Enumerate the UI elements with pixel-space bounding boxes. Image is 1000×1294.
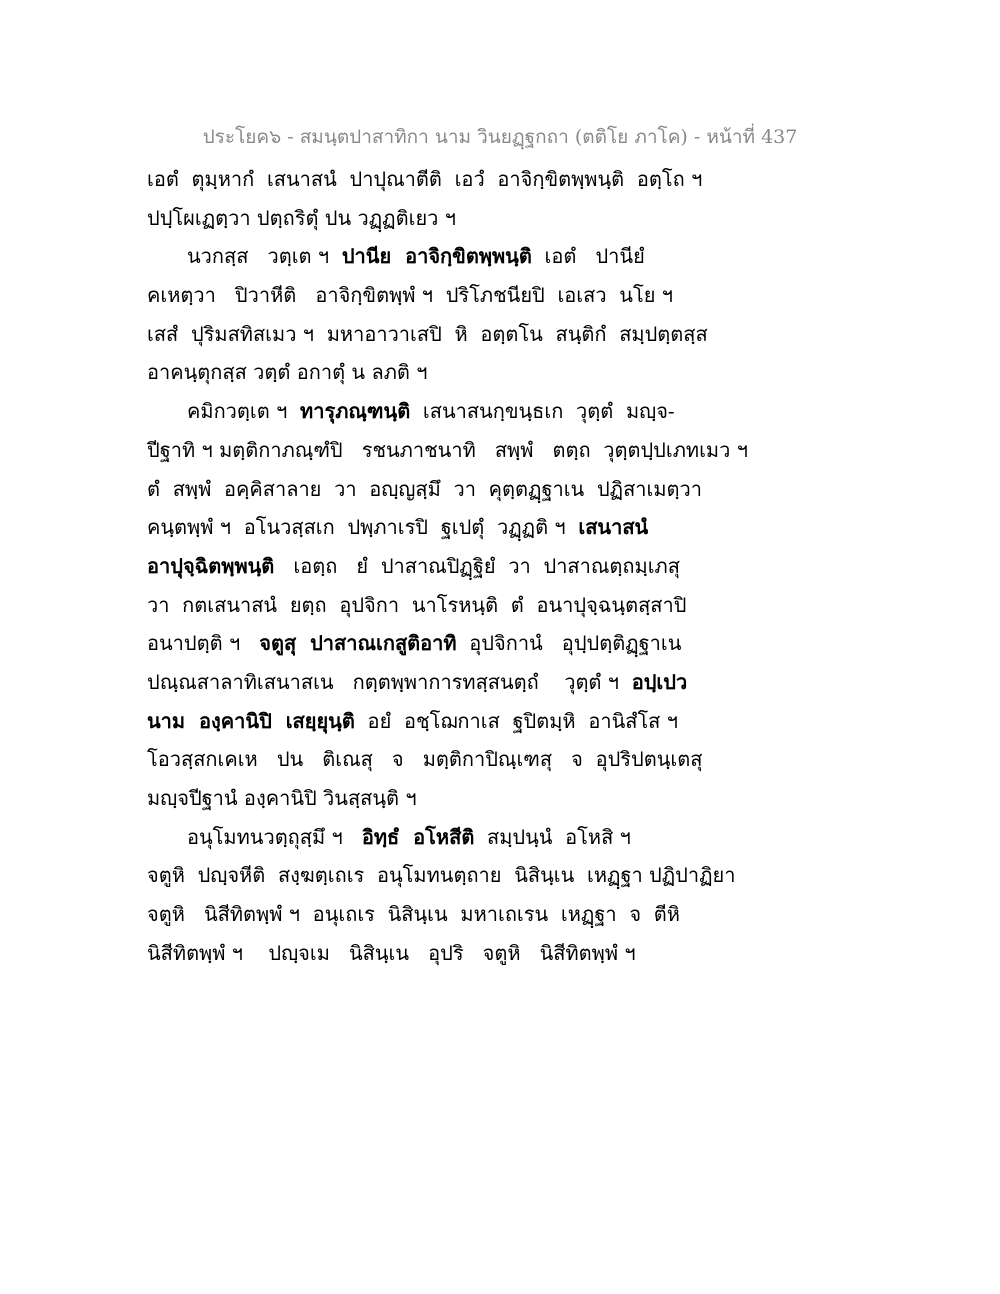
text-segment: คมิกวตฺเต ฯ <box>187 399 301 424</box>
text-segment: นิสีทิตพฺพํ ฯ ปญฺจเม นิสินฺเน อุปริ จตูหิ นิสีทิตพฺพํ ฯ <box>147 940 636 965</box>
text-segment: อนุโมทนวตฺถุสฺมึ ฯ <box>187 824 362 849</box>
text-line <box>147 663 757 702</box>
text-segment: เสนาสนกฺขนฺธเก วุตฺตํ มญฺจ- <box>410 399 675 424</box>
text-line <box>147 740 757 779</box>
text-segment: จตูหิ นิสีทิตพฺพํ ฯ อนุเถเร นิสินฺเน มหาเถเรน เหฏฺฐา จ ตีหิ <box>147 902 680 927</box>
text-line <box>147 431 757 470</box>
page-header <box>0 122 1000 152</box>
bold-term: ทารุภณฺฑนฺติ <box>300 399 411 424</box>
text-line <box>147 895 757 934</box>
text-segment: จตูหิ ปญฺจหีติ สงฺฆตฺเถเร อนุโมทนตฺถาย นิสินฺเน เหฏฺฐา ปฏิปาฏิยา <box>147 863 736 888</box>
text-line <box>147 586 757 625</box>
text-line <box>147 470 757 509</box>
text-line <box>147 508 757 547</box>
text-line <box>147 547 757 586</box>
text-segment: เอตฺถ ยํ ปาสาณปิฏฺฐิยํ วา ปาสาณตฺถมฺเภสุ <box>274 553 680 578</box>
text-line <box>147 237 757 276</box>
bold-term: นาม องฺคานิปิ เสยฺยุนฺติ <box>147 708 355 733</box>
text-line <box>147 199 757 238</box>
text-segment: ปีฐาทิ ฯ มตฺติกาภณฺฑํปิ รชนภาชนาทิ สพฺพํ ตตฺถ วุตฺตปฺปเภทเมว ฯ <box>147 437 748 462</box>
text-line <box>147 624 757 663</box>
text-line <box>147 392 757 431</box>
text-line <box>147 818 757 857</box>
text-segment: เอตํ ปานียํ <box>531 244 645 269</box>
bold-term: เสนาสนํ <box>578 515 649 540</box>
bold-term: จตูสุ ปาสาณเกสูติอาทิ <box>259 631 457 656</box>
text-segment: ปณฺณสาลาทิเสนาสเน กตฺตพฺพาการทสฺสนตฺถํ วุตฺตํ ฯ <box>147 669 632 694</box>
text-segment: สมฺปนฺนํ อโหสิ ฯ <box>474 824 631 849</box>
text-segment: อยํ อชฺโฌกาเส ฐปิตมฺหิ อานิสํโส ฯ <box>354 708 678 733</box>
bold-term: อปฺเปว <box>631 669 688 694</box>
text-segment: อาคนฺตุกสฺส วตฺตํ อกาตุํ น ลภติ ฯ <box>147 360 428 385</box>
text-segment: อนาปตฺติ ฯ <box>147 631 260 656</box>
text-segment: มญฺจปีฐานํ องฺคานิปิ วินสฺสนฺติ ฯ <box>147 786 417 810</box>
text-segment: เสสํ ปุริมสทิสเมว ฯ มหาอาวาเสปิ หิ อตฺตโน สนฺติกํ สมฺปตฺตสฺส <box>147 321 708 346</box>
bold-term: อิทฺธํ อโหสีติ <box>361 824 475 849</box>
text-segment: อุปจิกานํ อุปฺปตฺติฏฺฐาเน <box>456 631 682 656</box>
bold-term: อาปุจฺฉิตพฺพนฺติ <box>147 553 275 578</box>
text-line <box>147 779 757 818</box>
text-segment: ตํ สพฺพํ อคฺคิสาลาย วา อญฺญสฺมึ วา คุตฺตฏฺฐาเน ปฏิสาเมตฺวา <box>147 476 702 501</box>
text-segment: เอตํ ตุมฺหากํ เสนาสนํ ปาปุณาตีติ เอวํ อาจิกฺขิตพฺพนฺติ อตฺโถ ฯ <box>147 167 703 191</box>
body-text <box>147 160 757 972</box>
text-line <box>147 934 757 973</box>
text-segment: โอวสฺสกเคเห ปน ติเณสุ จ มตฺติกาปิณฺเฑสุ จ อุปริปตนฺเตสุ <box>147 747 703 772</box>
text-segment: คเหตฺวา ปิวาหีติ อาจิกฺขิตพฺพํ ฯ ปริโภชนียปิ เอเสว นโย ฯ <box>147 283 674 308</box>
text-segment: วา กตเสนาสนํ ยตฺถ อุปจิกา นาโรหนฺติ ตํ อนาปุจฺฉนฺตสฺสาปิ <box>147 592 687 617</box>
text-segment: นวกสฺส วตฺเต ฯ <box>187 244 342 269</box>
text-segment: ปปฺโผเฏตฺวา ปตฺถริตุํ ปน วฏฺฏติเยว ฯ <box>147 205 456 230</box>
page-header-text: ประโยค๖ - สมนฺตปาสาทิกา นาม วินยฏฺฐกถา (ตติโย ภาโค) - หน้าที่ 437 <box>202 126 798 148</box>
text-line <box>147 160 757 199</box>
text-line <box>147 856 757 895</box>
bold-term: ปานีย อาจิกฺขิตพฺพนฺติ <box>341 244 532 269</box>
text-line <box>147 353 757 392</box>
text-line <box>147 276 757 315</box>
text-segment: คนฺตพฺพํ ฯ อโนวสฺสเก ปพฺภาเรปิ ฐเปตุํ วฏฺฏติ ฯ <box>147 515 579 540</box>
text-line <box>147 315 757 354</box>
text-line <box>147 702 757 741</box>
